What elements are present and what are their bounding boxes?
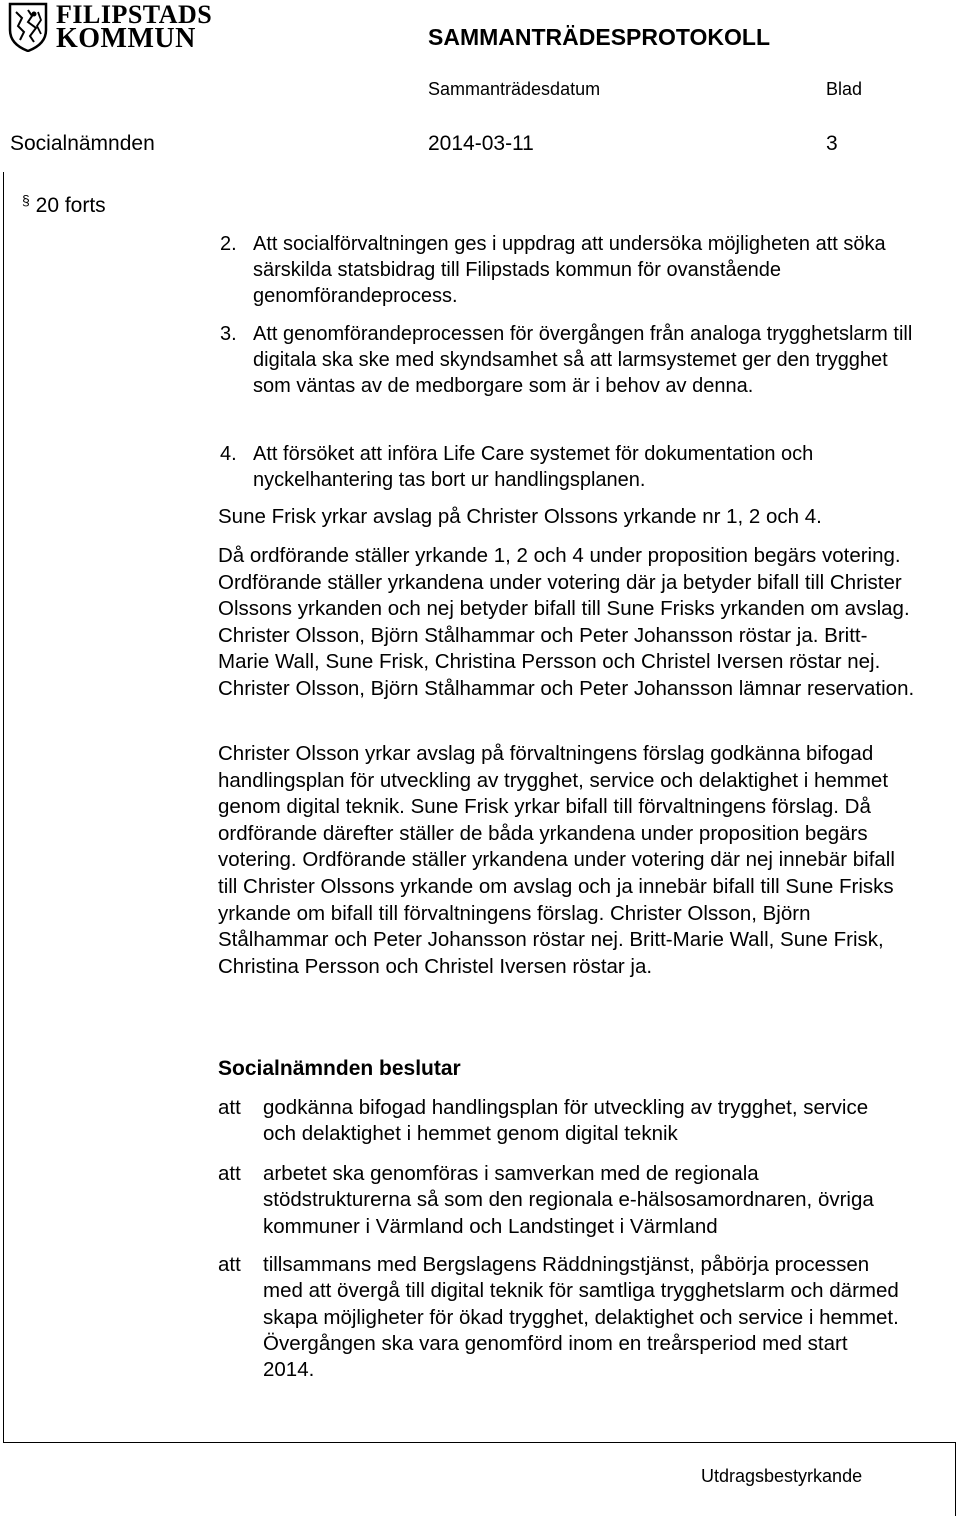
- municipality-logo: [8, 2, 212, 52]
- decision-heading: Socialnämnden beslutar: [218, 1057, 461, 1080]
- decision-text: arbetet ska genomföras i samverkan med de regionala stödstrukturerna så som den regionala e-hälsosamordnaren, övriga kommuner i Värmland och Landstinget i Värmland: [263, 1162, 874, 1238]
- coat-of-arms-icon: [8, 2, 48, 52]
- list-item-text: Att försöket att införa Life Care systemet för dokumentation och nyckelhantering tas bort ur handlingsplanen.: [253, 443, 814, 491]
- section-reference: [22, 194, 106, 218]
- logo-wordmark-bottom: KOMMUN: [56, 23, 196, 54]
- decision-prefix: att: [218, 1253, 241, 1276]
- page-label: Blad: [826, 79, 863, 99]
- list-item-text: Att socialförvaltningen ges i uppdrag att undersöka möjligheten att söka särskilda statsbidrag till Filipstads kommun för ovanstående genomförandeprocess.: [253, 233, 886, 307]
- list-item-number: 3.: [220, 323, 237, 345]
- date-label: Sammanträdesdatum: [428, 79, 601, 99]
- committee-name: Socialnämnden: [10, 132, 155, 155]
- certification-label: Utdragsbestyrkande: [701, 1466, 863, 1486]
- section-sign-icon: §: [22, 192, 30, 208]
- section-suffix: forts: [64, 194, 106, 217]
- page-number: 3: [826, 132, 838, 155]
- footer-box-rule: [955, 1442, 956, 1516]
- second-vote-paragraph: Christer Olsson yrkar avslag på förvaltningens förslag godkänna bifogad handlingsplan för utveckling av trygghet, service och delaktighet i hemmet genom digital teknik. Sune Frisk yrkar bifall till förvaltningens förslag. Då ordförande därefter ställer de båda yrkandena under proposition begärs votering. Ordförande ställer yrkandena under votering där nej innebär bifall till Christer Olssons yrkande om avslag och ja innebär bifall till Sune Frisks yrkande om bifall till förvaltningens förslag. Christer Olsson, Björn Stålhammar och Peter Johansson röstar nej. Britt-Marie Wall, Sune Frisk, Christina Persson och Christel Iversen röstar ja.: [218, 742, 895, 978]
- decision-prefix: att: [218, 1162, 241, 1185]
- section-number: 20: [35, 194, 59, 217]
- protocol-title: SAMMANTRÄDESPROTOKOLL: [428, 24, 771, 50]
- decision-text: tillsammans med Bergslagens Räddningstjänst, påbörja processen med att övergå till digital teknik för samtliga trygghetslarm och därmed skapa möjligheter för ökad trygghet, delaktighet och service i hemmet. Övergången ska vara genomförd inom en treårsperiod med start 2014.: [263, 1253, 899, 1382]
- decision-prefix: att: [218, 1096, 241, 1119]
- list-item-number: 2.: [220, 233, 237, 255]
- list-item-number: 4.: [220, 443, 237, 465]
- left-margin-rule: [3, 172, 4, 1442]
- list-item-text: Att genomförandeprocessen för övergången från analoga trygghetslarm till digitala ska ske med skyndsamhet så att larmsystemet ger den trygghet som väntas av de medborgare som är i behov av denna.: [253, 323, 913, 397]
- logo-wordmark-top: FILIPSTADS: [56, 0, 213, 29]
- bottom-rule: [3, 1442, 955, 1443]
- meeting-date: 2014-03-11: [428, 132, 534, 155]
- decision-text: godkänna bifogad handlingsplan för utveckling av trygghet, service och delaktighet i hemmet genom digital teknik: [263, 1096, 869, 1146]
- vote-paragraph: Då ordförande ställer yrkande 1, 2 och 4 under proposition begärs votering. Ordförande ställer yrkandena under votering där ja betyder bifall till Christer Olssons yrkanden och nej betyder bifall till Sune Frisks yrkanden om avslag. Christer Olsson, Björn Stålhammar och Peter Johansson röstar ja. Britt-Marie Wall, Sune Frisk, Christina Persson och Christel Iversen röstar nej. Christer Olsson, Björn Stålhammar och Peter Johansson lämnar reservation.: [218, 544, 915, 700]
- proposal-paragraph: Sune Frisk yrkar avslag på Christer Olssons yrkande nr 1, 2 och 4.: [218, 505, 822, 528]
